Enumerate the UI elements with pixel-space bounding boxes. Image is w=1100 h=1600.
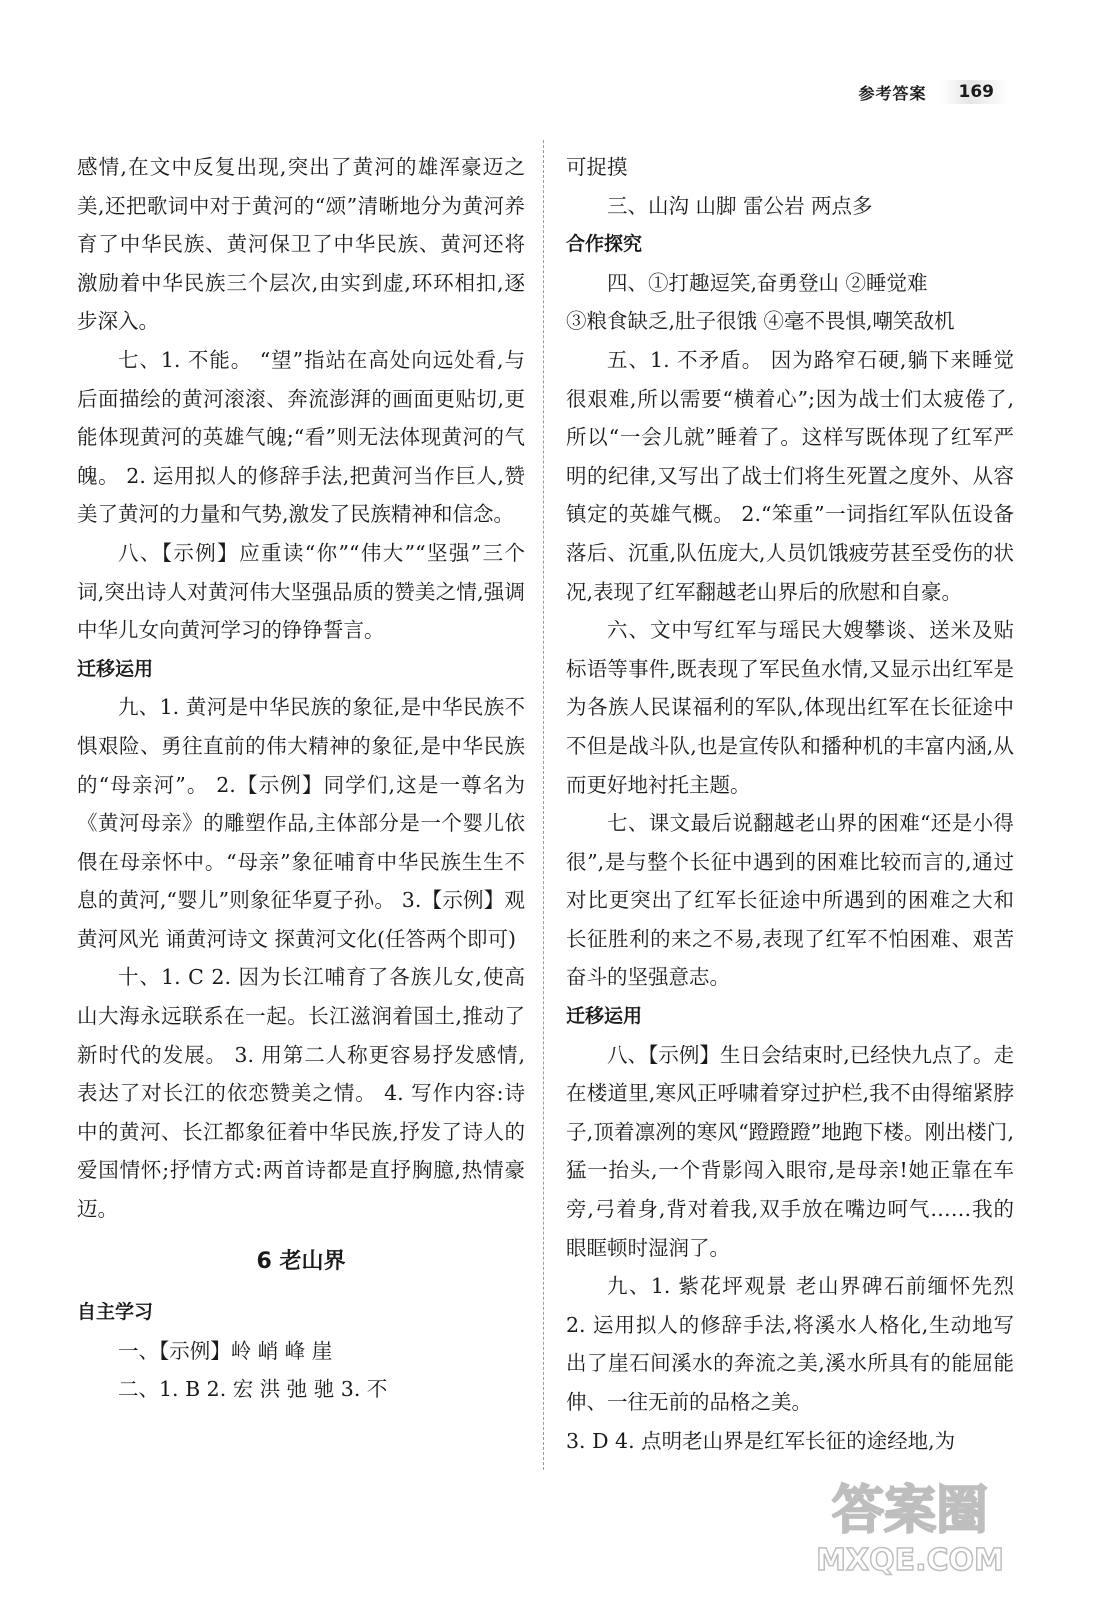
paragraph: 感情,在文中反复出现,突出了黄河的雄浑豪迈之美,还把歌词中对于黄河的“颂”清晰地分为黄河养育了中华民族、黄河保卫了中华民族、黄河还将激励着中华民族三个层次,由实到虚,环环相扣,逐步深入。 <box>77 155 525 334</box>
paragraph: 四、①打趣逗笑,奋勇登山 ②睡觉难 <box>607 270 928 295</box>
paragraph: ③粮食缺乏,肚子很饿 ④毫不畏惧,嘲笑敌机 <box>566 309 955 334</box>
section-title: 参考答案 <box>858 83 927 103</box>
paragraph: 九、1. 紫花坪观景 老山界碑石前缅怀先烈 2. 运用拟人的修辞手法,将溪水人格化,生动地写出了崖石间溪水的奔流之美,溪水所具有的能屈能伸、一往无前的品格之美。 <box>566 1274 1014 1414</box>
paragraph: 七、课文最后说翻越老山界的困难“还是小得很”,是与整个长征中遇到的困难比较而言的,通过对比更突出了红军长征途中所遇到的困难之大和长征胜利的来之不易,表现了红军不怕困难、艰苦奋斗的坚强意志。 <box>566 811 1014 990</box>
paragraph: 八、【示例】应重读“你”“伟大”“坚强”三个词,突出诗人对黄河伟大坚强品质的赞美之情,强调中华儿女向黄河学习的铮铮誓言。 <box>77 540 525 643</box>
paragraph: 八、【示例】生日会结束时,已经快九点了。走在楼道里,寒风正呼啸着穿过护栏,我不由得缩紧脖子,顶着凛冽的寒风“蹬蹬蹬”地跑下楼。刚出楼门,猛一抬头,一个背影闯入眼帘,是母亲!她正靠在车旁,弓着身,背对着我,双手放在嘴边呵气……我的眼眶顿时湿润了。 <box>566 1042 1014 1260</box>
paragraph: 九、1. 黄河是中华民族的象征,是中华民族不惧艰险、勇往直前的伟大精神的象征,是中华民族的“母亲河”。 2.【示例】同学们,这是一尊名为《黄河母亲》的雕塑作品,主体部分是一个婴儿依偎在母亲怀中。“母亲”象征哺育中华民族生生不息的黄河,“婴儿”则象征华夏子孙。 3.【示例】观黄河风光 诵黄河诗文 探黄河文化(任答两个即可) <box>77 695 525 951</box>
paragraph: 六、文中写红军与瑶民大嫂攀谈、送米及贴标语等事件,既表现了军民鱼水情,又显示出红军是为各族人民谋福利的军队,体现出红军在长征途中不但是战斗队,也是宣传队和播种机的丰富内涵,从而更好地衬托主题。 <box>566 618 1014 797</box>
paragraph: 七、1. 不能。 “望”指站在高处向远处看,与后面描绘的黄河滚滚、奔流澎湃的画面更贴切,更能体现黄河的英雄气魄;“看”则无法体现黄河的气魄。 2. 运用拟人的修辞手法,把黄河当作巨人,赞美了黄河的力量和气势,激发了民族精神和信念。 <box>77 347 525 527</box>
subsection-heading: 合作探究 <box>566 233 643 256</box>
paragraph: 二、1. B 2. 宏 洪 弛 驰 3. 不 <box>118 1377 388 1402</box>
page-header <box>858 80 1010 104</box>
right-column <box>566 148 1014 1460</box>
paragraph: 三、山沟 山脚 雷公岩 两点多 <box>607 193 873 218</box>
paragraph: 3. D 4. 点明老山界是红军长征的途经地,为 <box>566 1428 956 1453</box>
subsection-heading: 迁移运用 <box>566 1005 643 1028</box>
watermark-logo <box>760 1470 1060 1580</box>
paragraph: 十、1. C 2. 因为长江哺育了各族儿女,使高山大海永远联系在一起。长江滋润着国土,推动了新时代的发展。 3. 用第二人称更容易抒发感情,表达了对长江的依恋赞美之情。 4. 写作内容:诗中的黄河、长江都象征着中华民族,抒发了诗人的爱国情怀;抒情方式:两首诗都是直抒胸臆,热情豪迈。 <box>77 965 525 1222</box>
page-number: 169 <box>941 80 1011 104</box>
column-divider <box>543 140 545 1470</box>
paragraph: 可捉摸 <box>566 155 628 179</box>
watermark-text-top: 答案圈 <box>831 1481 989 1541</box>
subsection-heading: 自主学习 <box>77 1301 154 1324</box>
paragraph: 五、1. 不矛盾。 因为路窄石硬,躺下来睡觉很艰难,所以需要“横着心”;因为战士们太疲倦了,所以“一会儿就”睡着了。这样写既体现了红军严明的纪律,又写出了战士们将生死置之度外、从容镇定的英雄气概。 2.“笨重”一词指红军队伍设备落后、沉重,队伍庞大,人员饥饿疲劳甚至受伤的状况,表现了红军翻越老山界后的欣慰和自豪。 <box>566 347 1014 604</box>
subsection-heading: 迁移运用 <box>77 657 154 680</box>
paragraph: 一、【示例】岭 峭 峰 崖 <box>118 1338 333 1363</box>
watermark-text-bottom: MXQE.COM <box>816 1543 1004 1578</box>
left-column <box>77 148 525 1409</box>
lesson-title: 6 老山界 <box>256 1248 346 1274</box>
